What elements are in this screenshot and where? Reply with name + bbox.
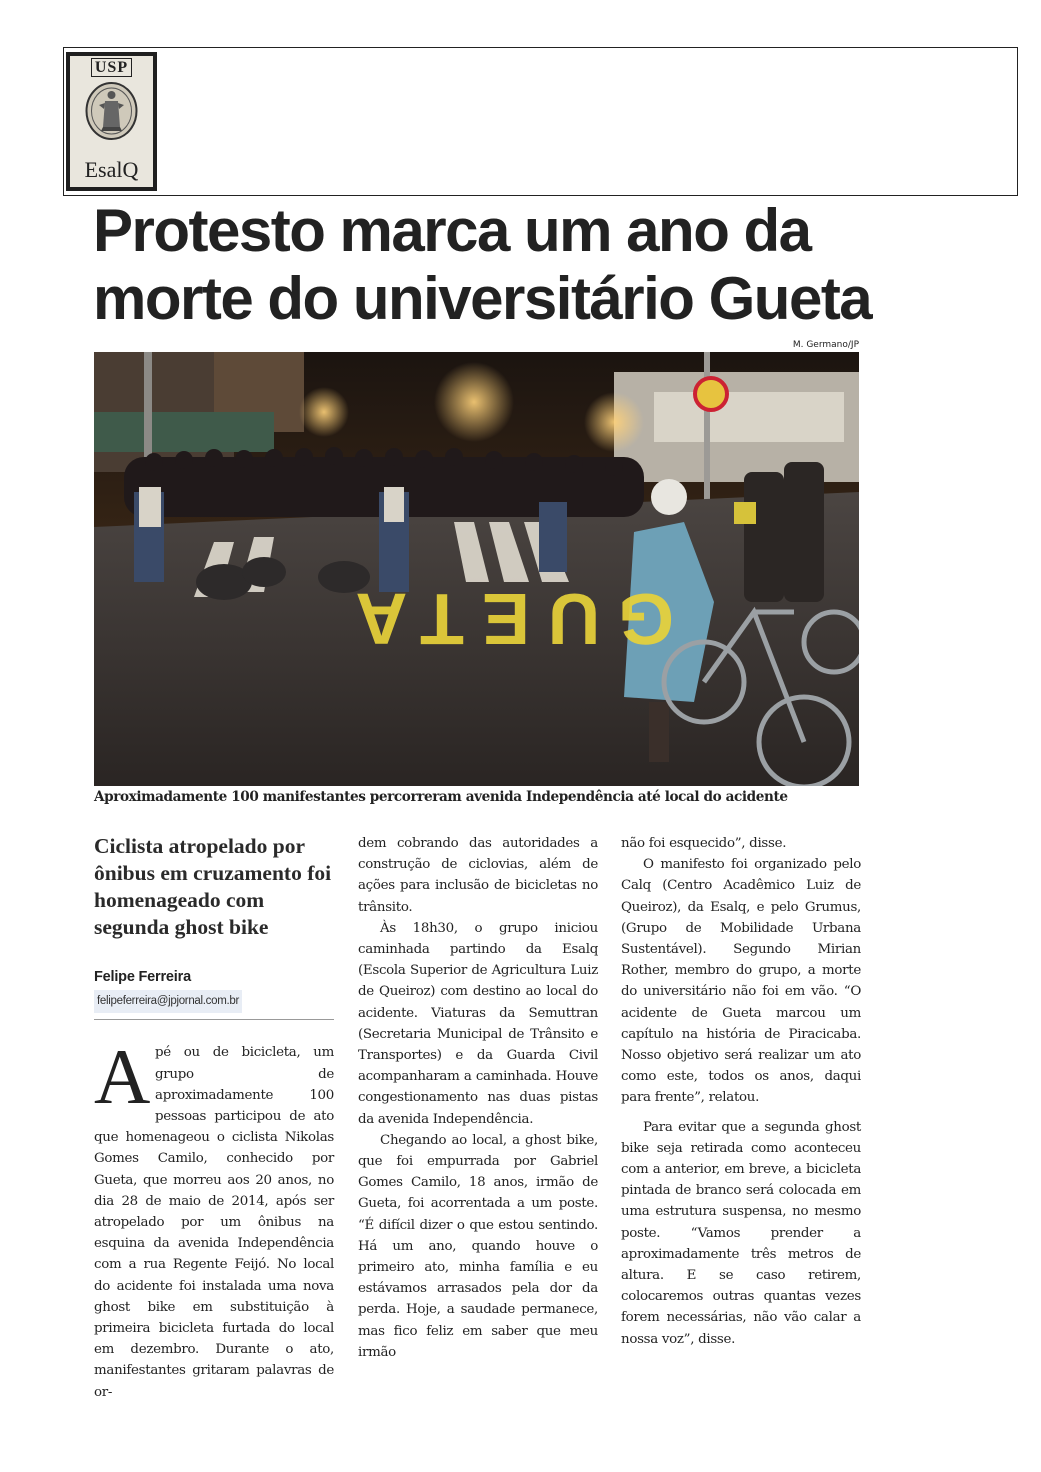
ceres-seal-icon [85,81,138,141]
header-box [63,47,1018,196]
author-email: felipeferreira@jpjornal.com.br [94,990,242,1013]
lead-paragraph [94,1033,334,1402]
paragraph-continued: dem cobrando das autoridades a construção de ciclovias, além de ações para inclusão de bicicletas no trânsito. [358,836,598,915]
byline: Felipe Ferreira [94,969,191,985]
paragraph-5: Para evitar que a segunda ghost bike seja retirada como aconteceu com a anterior, em breve, a bicicleta pintada de branco será colocada em uma estrutura suspensa, no mesmo poste. “Vamos prender a aproximadamente três metros de altura. E se caso retirem, colocaremos outras quantas vezes forem necessárias, não vão calar a nossa voz”, disse. [621,1119,861,1347]
column-3 [621,833,861,1350]
byline-rule [94,1019,334,1020]
paragraph-2: Às 18h30, o grupo iniciou caminhada partindo da Esalq (Escola Superior de Agricultura Luiz de Queiroz) com destino ao local do acidente. Viaturas da Semuttran (Secretaria Municipal de Trânsito e Transportes) e da Guarda Civil acompanharam a caminhada. Houve congestionamento nas duas pistas da avenida Independência. [358,920,598,1127]
road-painted-text: GUETA [337,578,674,658]
lead-text: pé ou de bicicleta, um grupo de aproximadamente 100 pessoas participou de ato que homenageou o ciclista Nikolas Gomes Camilo, conhecido por Gueta, que morreu aos 20 anos, no dia 28 de maio de 2014, após ser atropelado por um ônibus na esquina da avenida Independência com a rua Regente Feijó. No local do acidente foi instalada uma nova ghost bike em substituição à primeira bicicleta furtada do local em dezembro. Durante o ato, manifestantes gritaram palavras de or- [94,1045,334,1400]
dropcap: A [94,1033,151,1121]
logo-esalq-text: EsalQ [84,157,139,182]
photo-credit: M. Germano/JP [792,340,859,350]
column-1 [94,833,334,1403]
paragraph-3: Chegando ao local, a ghost bike, que foi empurrada por Gabriel Gomes Camilo, 18 anos, irmão de Gueta, foi acorrentada a um poste. “É difícil dizer o que estou sentindo. Há um ano, quando houve o primeiro ato, minha família e eu estávamos arrasados pela dor da perda. Hoje, a saudade permanece, mas fico feliz em saber que meu irmão [358,1132,598,1360]
paragraph-3-end: não foi esquecido”, disse. [621,836,787,851]
usp-esalq-logo [66,52,157,191]
logo-usp-text: USP [91,58,132,77]
protest-photo [94,352,859,786]
paragraph-4: O manifesto foi organizado pelo Calq (Centro Acadêmico Luiz de Queiroz), da Esalq, e pelo Grumus, (Grupo de Mobilidade Urbana Sustentável). Segundo Mirian Rother, membro do grupo, a morte do universitário não foi em vão. “O acidente de Gueta marcou um capítulo na história de Piracicaba. Nosso objetivo será realizar um ato como este, todos os anos, daqui para frente”, relatou. [621,857,861,1106]
photo-caption: Aproximadamente 100 manifestantes percorreram avenida Independência até local do acidente [94,789,788,805]
headline: Protesto marca um ano da morte do universitário Gueta [93,197,872,332]
subhead: Ciclista atropelado por ônibus em cruzamento foi homenageado com segunda ghost bike [94,834,332,939]
column-2 [358,833,598,1363]
